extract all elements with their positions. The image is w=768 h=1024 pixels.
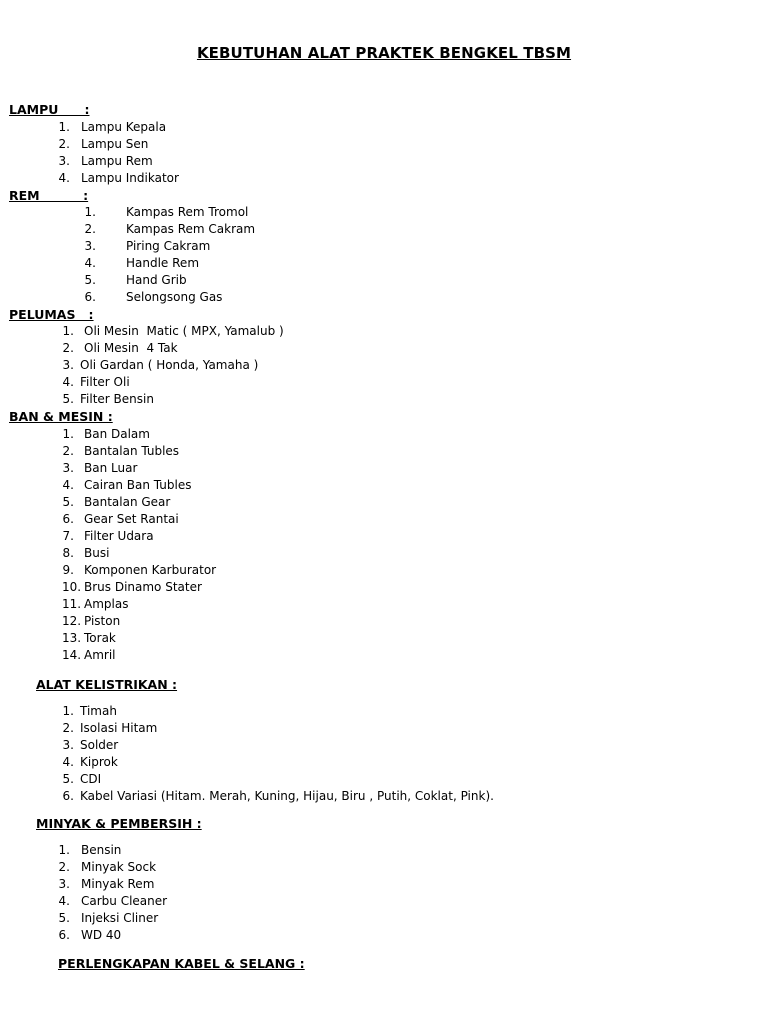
item-text: Kiprok <box>80 755 118 769</box>
item-number: 14. <box>62 648 82 662</box>
item-text: Oli Gardan ( Honda, Yamaha ) <box>80 358 259 372</box>
item-number: 9. <box>62 563 74 577</box>
item-text: Bantalan Tubles <box>84 444 180 458</box>
item-text: Gear Set Rantai <box>84 512 179 526</box>
item-text: CDI <box>80 772 102 786</box>
item-text: Oli Mesin 4 Tak <box>84 341 178 355</box>
item-number: 3. <box>62 738 74 752</box>
item-text: Amplas <box>84 597 129 611</box>
item-text: Komponen Karburator <box>84 563 217 577</box>
item-number: 4. <box>62 375 74 389</box>
section-heading-pelumas: PELUMAS : <box>9 307 94 322</box>
item-text: Lampu Indikator <box>81 171 179 185</box>
item-number: 2. <box>58 860 70 874</box>
item-number: 13. <box>62 631 82 645</box>
section-heading-ban-mesin: BAN & MESIN : <box>9 409 113 424</box>
item-number: 6. <box>84 290 96 304</box>
item-text: Oli Mesin Matic ( MPX, Yamalub ) <box>84 324 284 338</box>
item-text: Bantalan Gear <box>84 495 171 509</box>
item-number: 1. <box>84 205 96 219</box>
item-text: Lampu Kepala <box>81 120 167 134</box>
item-number: 4. <box>84 256 96 270</box>
item-text: Selongsong Gas <box>126 290 223 304</box>
item-text: Busi <box>84 546 110 560</box>
section-heading-lampu: LAMPU : <box>9 102 90 117</box>
item-text: Isolasi Hitam <box>80 721 158 735</box>
item-number: 6. <box>62 512 74 526</box>
item-number: 2. <box>58 137 70 151</box>
item-text: Injeksi Cliner <box>81 911 159 925</box>
item-text: Kampas Rem Tromol <box>126 205 249 219</box>
item-number: 3. <box>84 239 96 253</box>
item-text: Kampas Rem Cakram <box>126 222 256 236</box>
item-number: 4. <box>58 171 70 185</box>
item-text: Carbu Cleaner <box>81 894 168 908</box>
item-text: Filter Udara <box>84 529 154 543</box>
item-text: Brus Dinamo Stater <box>84 580 202 594</box>
item-number: 1. <box>62 427 74 441</box>
item-number: 5. <box>62 772 74 786</box>
item-number: 3. <box>62 461 74 475</box>
item-number: 7. <box>62 529 74 543</box>
item-text: Handle Rem <box>126 256 200 270</box>
item-text: Filter Bensin <box>80 392 154 406</box>
item-text: Piston <box>84 614 121 628</box>
item-number: 3. <box>58 154 70 168</box>
item-text: Cairan Ban Tubles <box>84 478 192 492</box>
section-heading-perlengkapan-kabel-selang: PERLENGKAPAN KABEL & SELANG : <box>58 956 305 971</box>
item-number: 8. <box>62 546 74 560</box>
item-text: Lampu Sen <box>81 137 149 151</box>
item-number: 1. <box>62 704 74 718</box>
item-text: Solder <box>80 738 119 752</box>
item-text: Torak <box>84 631 116 645</box>
item-number: 5. <box>62 495 74 509</box>
item-text: Kabel Variasi (Hitam. Merah, Kuning, Hijau, Biru , Putih, Coklat, Pink). <box>80 789 494 803</box>
item-number: 12. <box>62 614 82 628</box>
item-text: Hand Grib <box>126 273 187 287</box>
item-text: Piring Cakram <box>126 239 211 253</box>
section-heading-rem: REM : <box>9 188 89 203</box>
item-text: Lampu Rem <box>81 154 153 168</box>
item-number: 5. <box>62 392 74 406</box>
item-number: 3. <box>62 358 74 372</box>
item-number: 6. <box>62 789 74 803</box>
item-text: Timah <box>80 704 117 718</box>
section-heading-alat-kelistrikan: ALAT KELISTRIKAN : <box>36 677 178 692</box>
item-text: Bensin <box>81 843 122 857</box>
item-number: 2. <box>62 444 74 458</box>
item-number: 5. <box>84 273 96 287</box>
item-number: 11. <box>62 597 82 611</box>
item-number: 1. <box>62 324 74 338</box>
item-text: Ban Dalam <box>84 427 150 441</box>
item-number: 2. <box>62 341 74 355</box>
item-text: Ban Luar <box>84 461 138 475</box>
document-title: KEBUTUHAN ALAT PRAKTEK BENGKEL TBSM <box>196 44 572 62</box>
item-number: 1. <box>58 120 70 134</box>
item-number: 2. <box>84 222 96 236</box>
item-text: Amril <box>84 648 116 662</box>
item-number: 2. <box>62 721 74 735</box>
item-number: 10. <box>62 580 82 594</box>
item-text: Minyak Rem <box>81 877 155 891</box>
item-text: WD 40 <box>81 928 122 942</box>
item-number: 4. <box>62 755 74 769</box>
section-heading-minyak-pembersih: MINYAK & PEMBERSIH : <box>36 816 202 831</box>
item-number: 6. <box>58 928 70 942</box>
item-number: 3. <box>58 877 70 891</box>
item-number: 5. <box>58 911 70 925</box>
item-number: 4. <box>58 894 70 908</box>
item-number: 1. <box>58 843 70 857</box>
item-text: Filter Oli <box>80 375 130 389</box>
item-text: Minyak Sock <box>81 860 157 874</box>
item-number: 4. <box>62 478 74 492</box>
